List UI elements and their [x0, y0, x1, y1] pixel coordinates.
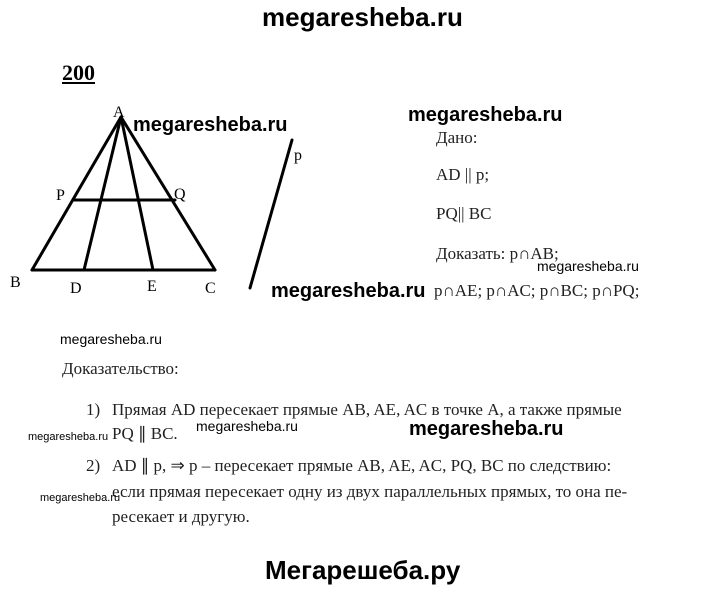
problem-number: 200	[62, 60, 95, 85]
proof-item-1-line-2: PQ ∥ BC.	[112, 424, 178, 443]
site-footer: Мегарешеба.ру	[265, 555, 461, 585]
watermark: megaresheba.ru	[537, 258, 639, 274]
segment-ab	[32, 117, 121, 270]
given-title: Дано:	[436, 128, 478, 147]
label-a: A	[113, 104, 125, 121]
segment-ac	[121, 117, 215, 270]
watermark: megaresheba.ru	[40, 492, 121, 504]
proof-item-2-line-2: если прямая пересекает одну из двух параллельных прямых, то она пе-	[112, 482, 628, 501]
proof-item-2-line-3: ресекает и другую.	[112, 507, 250, 526]
prove-line-2: p∩AE; p∩AC; p∩BC; p∩PQ;	[434, 281, 640, 300]
watermark: megaresheba.ru	[28, 431, 109, 443]
watermark: megaresheba.ru	[133, 114, 288, 136]
prove-line-1: Доказать: p∩AB;	[436, 244, 559, 263]
label-p-point: P	[56, 187, 65, 204]
watermark: megaresheba.ru	[60, 331, 162, 347]
given-line-1: AD || p;	[436, 165, 490, 184]
watermark: megaresheba.ru	[196, 418, 298, 434]
label-line-p: p	[294, 147, 302, 164]
label-q: Q	[174, 186, 186, 203]
site-header: megaresheba.ru	[262, 2, 463, 32]
segment-ad	[84, 117, 121, 270]
label-b: B	[10, 274, 21, 291]
proof-title: Доказательство:	[62, 359, 179, 378]
segment-ae	[121, 117, 153, 270]
label-c: C	[205, 280, 216, 297]
proof-item-1-number: 1)	[86, 400, 101, 419]
proof-item-2-line-1: AD ∥ p, ⇒ p – пересекает прямые AB, AE, AC, PQ, BC по следствию:	[112, 456, 612, 475]
given-line-2: PQ|| BC	[436, 204, 492, 223]
label-d: D	[70, 280, 82, 297]
watermark: megaresheba.ru	[408, 104, 563, 126]
label-e: E	[147, 278, 157, 295]
line-p	[250, 140, 292, 288]
watermark: megaresheba.ru	[271, 280, 426, 302]
proof-item-1-line-1: Прямая AD пересекает прямые AB, AE, AC в точке A, а также прямые	[112, 400, 622, 419]
watermark: megaresheba.ru	[409, 418, 564, 440]
proof-item-2-number: 2)	[86, 456, 101, 475]
